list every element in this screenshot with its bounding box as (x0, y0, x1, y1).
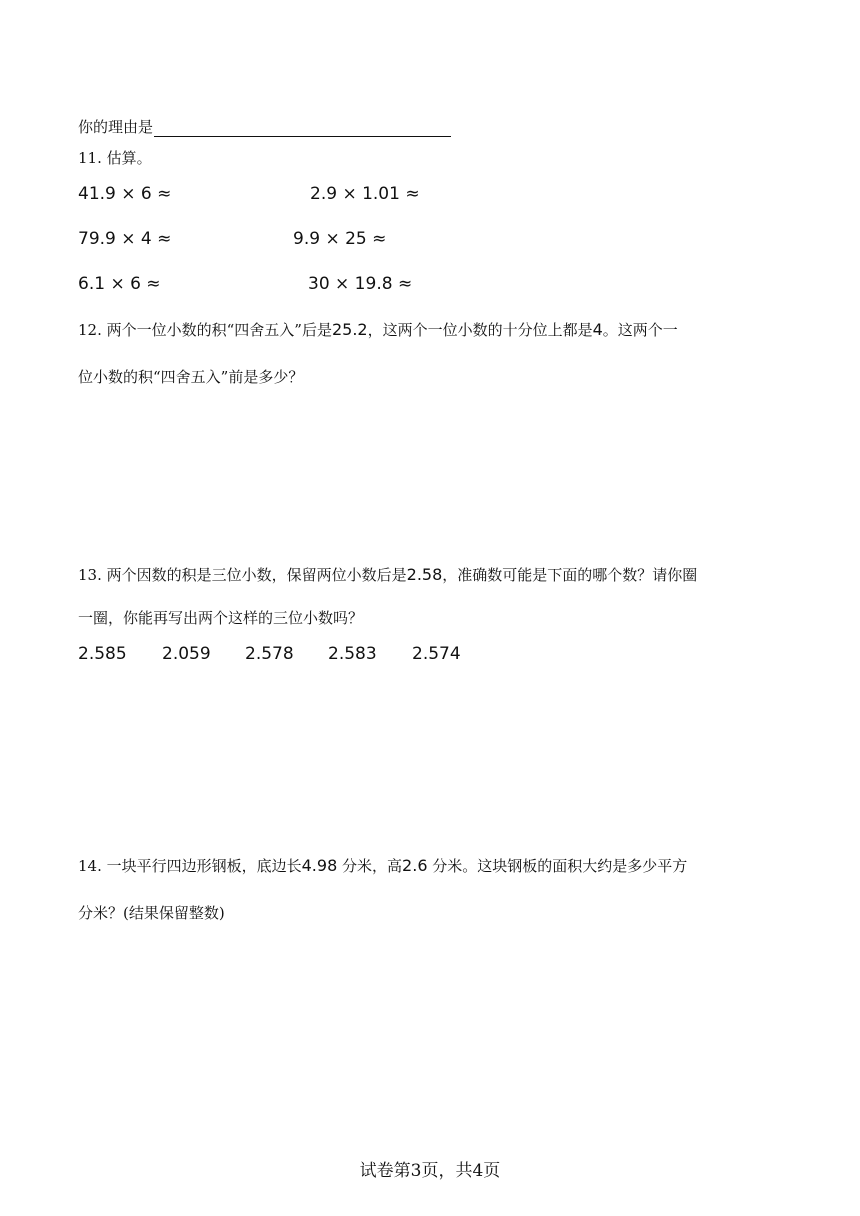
q13-text-b: ，准确数可能是下面的哪个数？请你圈 (442, 566, 698, 584)
page-footer: 试卷第3页，共4页 (359, 1161, 501, 1181)
q11-item-3: 79.9 × 4 ≈ (78, 229, 172, 249)
q13-option-3[interactable]: 2.578 (245, 644, 294, 664)
q13-option-4[interactable]: 2.583 (328, 644, 377, 664)
q14-line-2: 分米？(结果保留整数) (78, 904, 225, 922)
q13-option-2[interactable]: 2.059 (162, 644, 211, 664)
answer-blank[interactable] (154, 120, 451, 137)
q14-text-a: 14. 一块平行四边形钢板，底边长 (78, 857, 302, 875)
reason-line (78, 117, 451, 137)
q12-line-1 (78, 320, 678, 340)
q13-number-a: 2.58 (406, 565, 443, 584)
q12-number-a: 25.2 (331, 320, 368, 339)
reason-prompt: 你的理由是 (78, 118, 154, 136)
q14-line-1 (78, 856, 687, 876)
q13-options (0, 643, 860, 667)
q12-number-b: 4 (592, 320, 603, 339)
q13-option-1[interactable]: 2.585 (78, 644, 127, 664)
q12-text-b: ，这两个一位小数的十分位上都是 (367, 321, 593, 339)
q14-number-a: 4.98 (301, 856, 338, 875)
q14-text-b: 分米，高 (342, 857, 403, 875)
q12-text-c: 。这两个一 (602, 321, 678, 339)
q14-text-c: 分米。这块钢板的面积大约是多少平方 (432, 857, 688, 875)
q11-item-1: 41.9 × 6 ≈ (78, 184, 172, 204)
q11-item-5: 6.1 × 6 ≈ (78, 274, 161, 294)
q11-item-6: 30 × 19.8 ≈ (308, 274, 413, 294)
q14-number-b: 2.6 (402, 856, 428, 875)
q11-item-2: 2.9 × 1.01 ≈ (310, 184, 420, 204)
q11-label: 11. 估算。 (78, 149, 152, 167)
q13-line-2: 一圈，你能再写出两个这样的三位小数吗？ (78, 609, 364, 627)
q13-option-5[interactable]: 2.574 (412, 644, 461, 664)
q13-text-a: 13. 两个因数的积是三位小数，保留两位小数后是 (78, 566, 407, 584)
q13-line-1 (78, 565, 697, 585)
q12-line-2: 位小数的积“四舍五入”前是多少？ (78, 368, 304, 386)
q12-text-a: 12. 两个一位小数的积“四舍五入”后是 (78, 321, 332, 339)
q11-item-4: 9.9 × 25 ≈ (293, 229, 387, 249)
